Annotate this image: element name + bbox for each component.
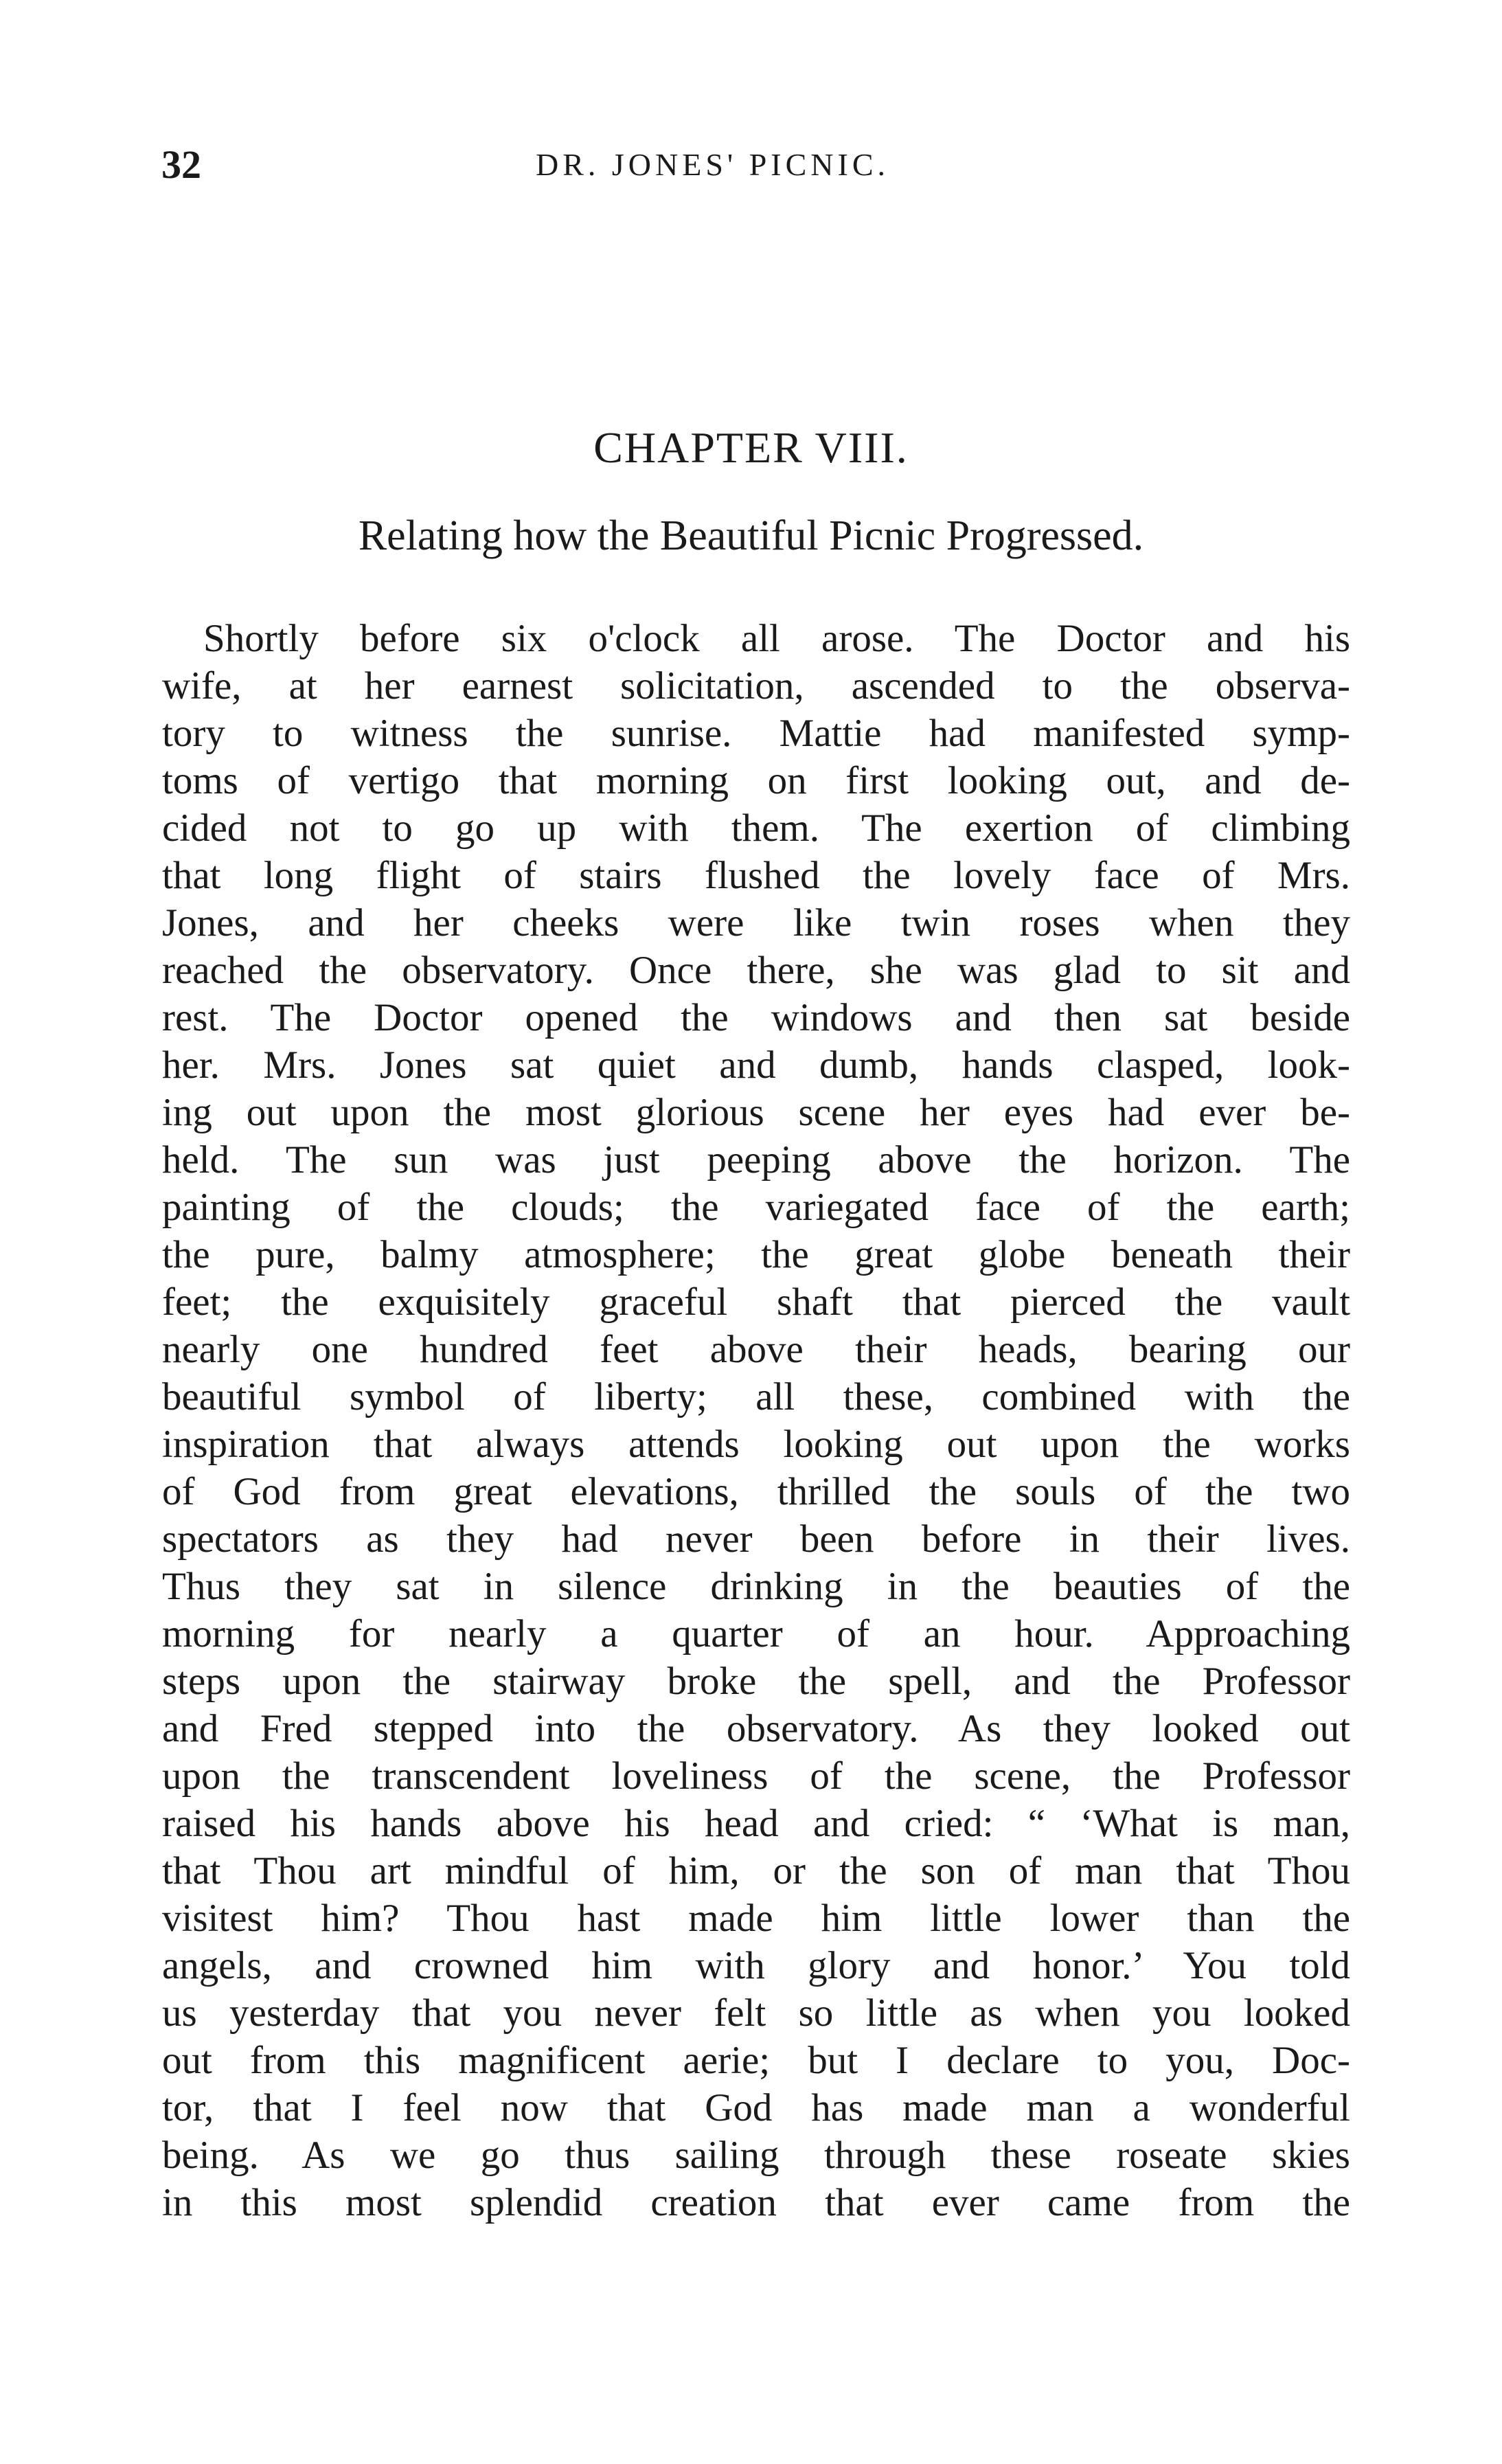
text-line: toms of vertigo that morning on first looking out, and de-: [162, 759, 1350, 802]
text-line: spectators as they had never been before in their lives.: [162, 1517, 1350, 1561]
chapter-subtitle: Relating how the Beautiful Picnic Progressed.: [358, 512, 1144, 559]
text-line: held. The sun was just peeping above the horizon. The: [162, 1138, 1350, 1182]
text-line: us yesterday that you never felt so little as when you looked: [162, 1991, 1350, 2035]
text-line: morning for nearly a quarter of an hour. Approaching: [162, 1612, 1350, 1655]
running-title: DR. JONES' PICNIC.: [536, 147, 890, 182]
text-line: and Fred stepped into the observatory. As they looked out: [162, 1707, 1350, 1750]
chapter-title: CHAPTER VIII.: [593, 423, 909, 472]
text-line: her. Mrs. Jones sat quiet and dumb, hands clasped, look-: [162, 1043, 1350, 1087]
text-line: nearly one hundred feet above their heads, bearing our: [162, 1328, 1350, 1371]
running-head: [161, 137, 1350, 192]
text-line: tor, that I feel now that God has made man a wonderful: [162, 2086, 1350, 2129]
text-line: reached the observatory. Once there, she was glad to sit and: [162, 949, 1350, 992]
text-line: upon the transcendent loveliness of the scene, the Professor: [162, 1754, 1350, 1798]
body-paragraph: [162, 615, 1350, 2226]
text-line: of God from great elevations, thrilled the souls of the two: [162, 1470, 1350, 1513]
text-line: painting of the clouds; the variegated face of the earth;: [162, 1186, 1350, 1229]
text-line: raised his hands above his head and cried: “ ‘What is man,: [162, 1802, 1350, 1845]
text-line: inspiration that always attends looking out upon the works: [162, 1423, 1350, 1466]
text-line: Shortly before six o'clock all arose. The Doctor and his: [203, 617, 1350, 660]
text-line: Jones, and her cheeks were like twin roses when they: [162, 901, 1350, 945]
text-line: visitest him? Thou hast made him little lower than the: [162, 1897, 1350, 1940]
text-line: that Thou art mindful of him, or the son of man that Thou: [162, 1849, 1350, 1892]
text-line: the pure, balmy atmosphere; the great globe beneath their: [162, 1233, 1350, 1276]
text-line: tory to witness the sunrise. Mattie had manifested symp-: [162, 712, 1350, 755]
text-line: ing out upon the most glorious scene her eyes had ever be-: [162, 1091, 1350, 1134]
text-line: in this most splendid creation that ever came from the: [162, 2181, 1350, 2224]
text-line: beautiful symbol of liberty; all these, combined with the: [162, 1375, 1350, 1419]
text-line: cided not to go up with them. The exertion of climbing: [162, 806, 1350, 850]
page-number: 32: [161, 142, 201, 187]
text-line: wife, at her earnest solicitation, ascended to the observa-: [162, 664, 1350, 708]
text-line: rest. The Doctor opened the windows and then sat beside: [162, 996, 1350, 1039]
text-line: out from this magnificent aerie; but I declare to you, Doc-: [162, 2039, 1350, 2082]
text-line: steps upon the stairway broke the spell, and the Professor: [162, 1660, 1350, 1703]
text-line: that long flight of stairs flushed the lovely face of Mrs.: [162, 854, 1350, 897]
text-line: Thus they sat in silence drinking in the beauties of the: [162, 1565, 1350, 1608]
text-line: feet; the exquisitely graceful shaft that pierced the vault: [162, 1280, 1350, 1324]
text-line: being. As we go thus sailing through these roseate skies: [162, 2134, 1350, 2177]
text-line: angels, and crowned him with glory and honor.’ You told: [162, 1944, 1350, 1987]
